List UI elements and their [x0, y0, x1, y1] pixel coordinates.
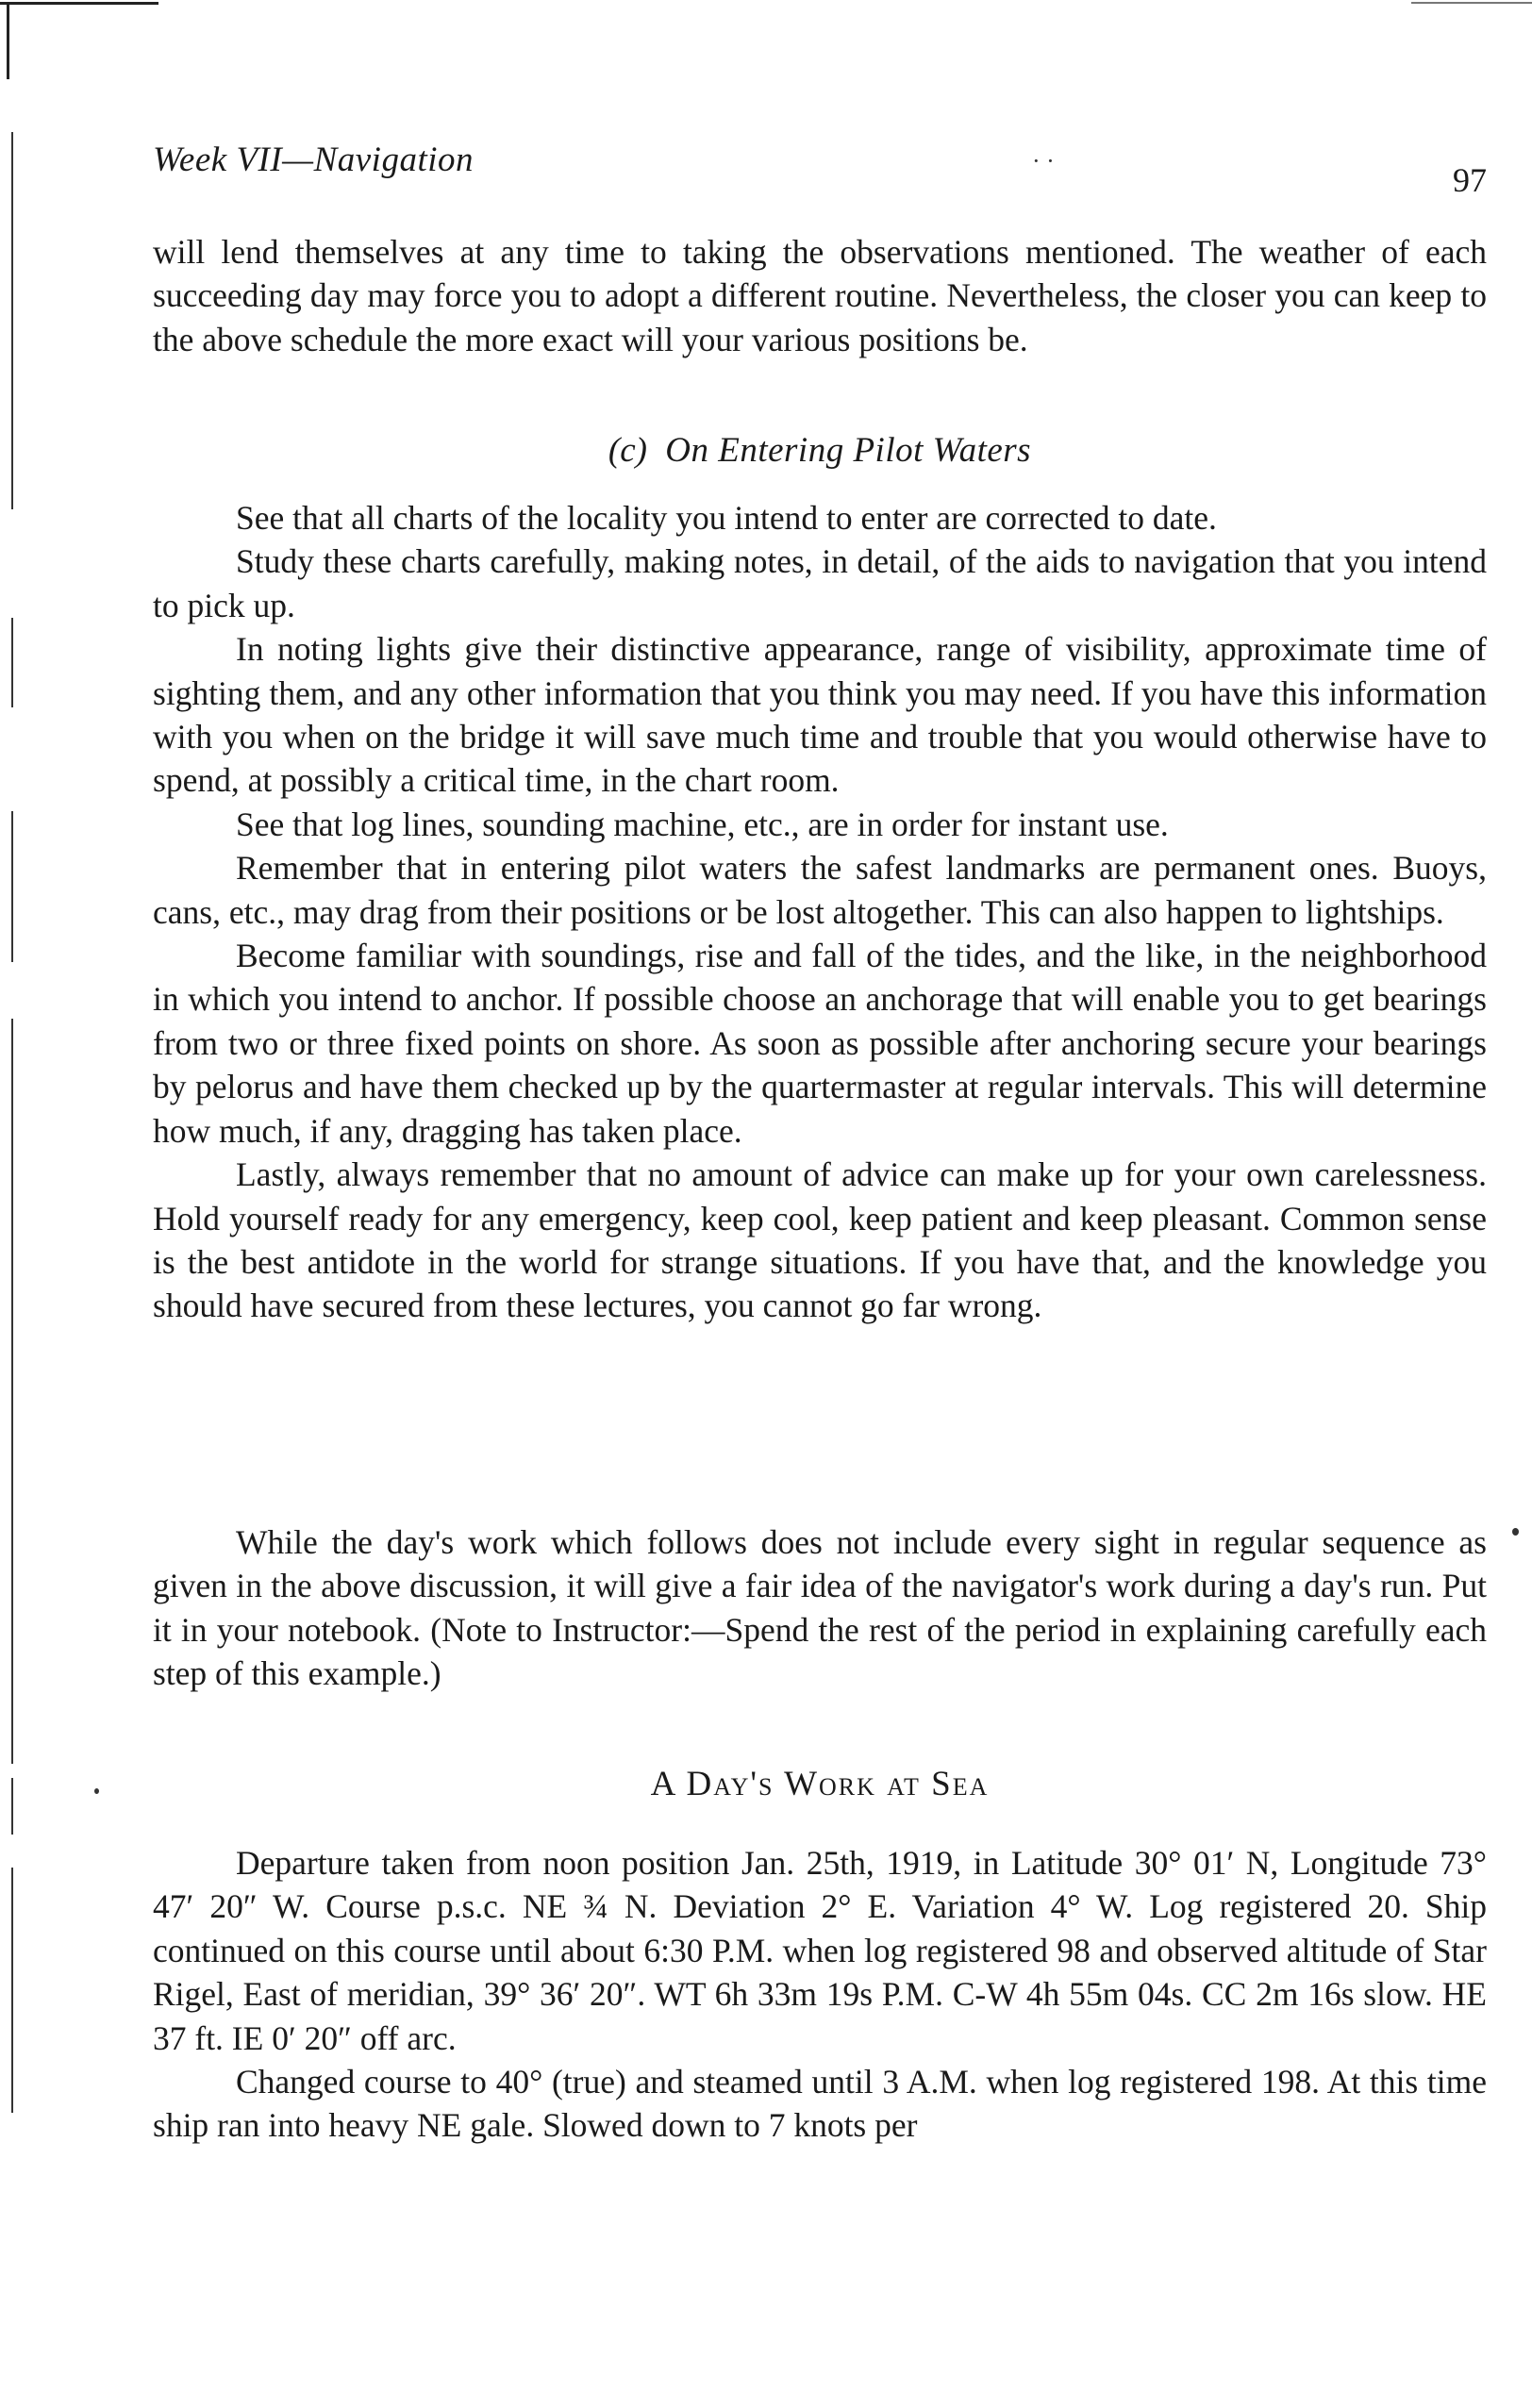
scan-margin-line: [11, 1868, 13, 2113]
page-number: 97: [1453, 161, 1487, 199]
running-head: Week VII—Navigation: [153, 141, 475, 179]
paragraph: See that all charts of the locality you intend to enter are corrected to date.: [236, 499, 1217, 537]
intro-paragraph: will lend themselves at any time to taking the observations mentioned. The weather of each succeeding day may force you to adopt a different routine. Nevertheless, the closer you can keep to the above schedule the more exact will your various positions be.: [153, 233, 1487, 358]
paragraph: Become familiar with soundings, rise and fall of the tides, and the like, in the neighborhood in which you intend to anchor. If possible choose an anchorage that will enable you to get bearings from two or three fixed points on shore. As soon as possible after anchoring secure your bearings by pelorus and have them checked up by the quartermaster at regular intervals. This will determine how much, if any, dragging has taken place.: [153, 937, 1487, 1150]
page-dots: · ·: [1032, 147, 1055, 174]
page-header: [153, 140, 1487, 199]
paragraph: Lastly, always remember that no amount of advice can make up for your own carelessness. Hold yourself ready for any emergency, keep cool, keep patient and keep pleasant. Common sense is the best antidote in the world for strange situations. If you have that, and the knowledge you should have secured from these lectures, you cannot go far wrong.: [153, 1155, 1487, 1325]
pilot-waters-text-block: [153, 496, 1487, 1328]
scan-margin-line: [11, 618, 13, 707]
days-work-intro-block: [153, 1520, 1487, 1696]
paragraph: See that log lines, sounding machine, etc., are in order for instant use.: [236, 805, 1169, 843]
paragraph: Study these charts carefully, making notes, in detail, of the aids to navigation that you intend to pick up.: [153, 542, 1487, 624]
intro-text-block: [153, 230, 1487, 361]
scan-corner-mark-top-left: [0, 2, 158, 5]
scan-margin-line: [11, 1019, 13, 1764]
paragraph: Changed course to 40° (true) and steamed until 3 A.M. when log registered 198. At this time ship ran into heavy NE gale. Slowed down to 7 knots per: [153, 2063, 1487, 2145]
paragraph: Departure taken from noon position Jan. 25th, 1919, in Latitude 30° 01′ N, Longitude 73° 47′ 20″ W. Course p.s.c. NE ¾ N. Deviation 2° E. Variation 4° W. Log registered 20. Ship continued on this course until about 6:30 P.M. when log registered 98 and observed altitude of Star Rigel, East of meridian, 39° 36′ 20″. WT 6h 33m 19s P.M. C-W 4h 55m 04s. CC 2m 16s slow. HE 37 ft. IE 0′ 20″ off arc.: [153, 1844, 1487, 2057]
scan-corner-mark-left: [7, 2, 9, 79]
days-work-heading: A Day's Work at Sea: [650, 1765, 990, 1803]
days-work-text-block: [153, 1841, 1487, 2148]
scan-corner-mark-top-right: [1411, 2, 1532, 4]
scan-margin-line: [11, 811, 13, 962]
scan-speck: [1512, 1528, 1519, 1536]
scan-speck: [94, 1788, 99, 1794]
scan-margin-line: [11, 132, 13, 509]
paragraph: In noting lights give their distinctive appearance, range of visibility, approximate time of sighting them, and any other information that you think you may need. If you have this information with you when on the bridge it will save much time and trouble that you would otherwise have to spend, at possibly a critical time, in the chart room.: [153, 630, 1487, 800]
paragraph: Remember that in entering pilot waters the safest landmarks are permanent ones. Buoys, cans, etc., may drag from their positions or be lost altogether. This can also happen to lightships.: [153, 849, 1487, 931]
section-title: On Entering Pilot Waters: [665, 431, 1032, 470]
paragraph: While the day's work which follows does not include every sight in regular sequence as given in the above discussion, it will give a fair idea of the navigator's work during a day's run. Put it in your notebook. (Note to Instructor:—Spend the rest of the period in explaining carefully each step of this example.): [153, 1523, 1487, 1693]
scan-margin-line: [11, 1778, 13, 1835]
section-heading-pilot-waters: [153, 430, 1487, 471]
section-label: (c): [608, 431, 647, 470]
